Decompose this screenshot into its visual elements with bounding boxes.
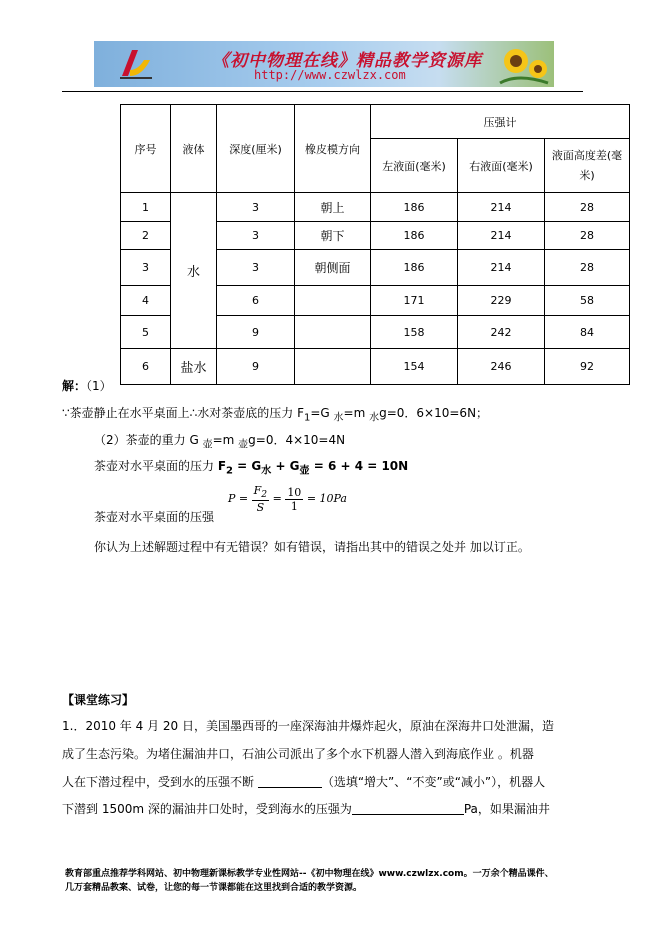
cell-direction: 朝下 bbox=[295, 222, 371, 250]
header-seq: 序号 bbox=[121, 105, 171, 193]
header-level-diff: 液面高度差(毫米) bbox=[545, 139, 630, 193]
practice-heading: 【课堂练习】 bbox=[62, 693, 135, 707]
practice-para-line-2: 成了生态污染。为堵住漏油井口，石油公司派出了多个水下机器人潜入到海底作业 。机器 bbox=[62, 747, 534, 761]
header-banner bbox=[94, 41, 554, 87]
practice-para-line-3: 人在下潜过程中，受到水的压强不断 （选填“增大”、“不变”或“减小”），机器人 bbox=[62, 775, 546, 789]
cell-seq: 2 bbox=[121, 222, 171, 250]
answer-blank-1[interactable] bbox=[258, 775, 322, 788]
cell-diff: 84 bbox=[545, 316, 630, 349]
header-left-level: 左液面(毫米) bbox=[371, 139, 458, 193]
cell-left: 158 bbox=[371, 316, 458, 349]
cell-left: 186 bbox=[371, 222, 458, 250]
cell-left: 186 bbox=[371, 250, 458, 286]
cell-liquid-water: 水 bbox=[171, 193, 217, 349]
cell-seq: 5 bbox=[121, 316, 171, 349]
cell-right: 242 bbox=[458, 316, 545, 349]
cell-seq: 3 bbox=[121, 250, 171, 286]
cell-right: 229 bbox=[458, 286, 545, 316]
cell-seq: 1 bbox=[121, 193, 171, 222]
cell-direction bbox=[295, 286, 371, 316]
cell-left: 186 bbox=[371, 193, 458, 222]
cell-right: 214 bbox=[458, 222, 545, 250]
cell-left: 171 bbox=[371, 286, 458, 316]
solution-question: 你认为上述解题过程中有无错误？如有错误，请指出其中的错误之处并 加以订正。 bbox=[94, 540, 530, 554]
cell-right: 214 bbox=[458, 250, 545, 286]
cell-diff: 92 bbox=[545, 349, 630, 385]
header-gauge: 压强计 bbox=[371, 105, 630, 139]
cell-direction bbox=[295, 349, 371, 385]
banner-title: 《初中物理在线》精品教学资源库 bbox=[212, 51, 482, 71]
cell-right: 246 bbox=[458, 349, 545, 385]
cell-left: 154 bbox=[371, 349, 458, 385]
cell-seq: 6 bbox=[121, 349, 171, 385]
solution-label: 解：（1） bbox=[62, 379, 112, 393]
site-logo-icon bbox=[116, 46, 156, 82]
solution-line-2: （2）茶壶的重力 G $_壶$=m $_壶$g=0．4×10=4N bbox=[94, 433, 346, 451]
table-row bbox=[121, 193, 630, 222]
pressure-formula: P = $\frac{F_2}{S}$ = $\frac{10}{1}$ = 10Pa bbox=[228, 484, 347, 515]
experiment-table bbox=[120, 104, 630, 385]
header-depth: 深度(厘米) bbox=[217, 105, 295, 193]
cell-seq: 4 bbox=[121, 286, 171, 316]
cell-right: 214 bbox=[458, 193, 545, 222]
header-right-level: 右液面(毫米) bbox=[458, 139, 545, 193]
cell-diff: 28 bbox=[545, 222, 630, 250]
fraction-values: $\frac{10}{1}$ bbox=[287, 485, 302, 513]
cell-depth: 3 bbox=[217, 222, 295, 250]
cell-depth: 6 bbox=[217, 286, 295, 316]
cell-direction: 朝上 bbox=[295, 193, 371, 222]
banner-url[interactable]: http://www.czwlzx.com bbox=[254, 68, 406, 82]
cell-diff: 58 bbox=[545, 286, 630, 316]
practice-para-line-1: 1.．2010 年 4 月 20 日，美国墨西哥的一座深海油井爆炸起火，原油在深海井口处泄漏，造 bbox=[62, 719, 554, 733]
practice-para-line-4: 下潜到 1500m 深的漏油井口处时，受到海水的压强为 Pa，如果漏油井 bbox=[62, 802, 550, 816]
header-liquid: 液体 bbox=[171, 105, 217, 193]
solution-line-4: 茶壶对水平桌面的压强 bbox=[94, 510, 215, 524]
sunflower-icon bbox=[498, 43, 550, 85]
cell-depth: 9 bbox=[217, 316, 295, 349]
solution-line-1: ∵茶壶静止在水平桌面上∴水对茶壶底的压力 $F_1=G$ $_水$=m $_水$g=0．6×10=6N； bbox=[62, 406, 489, 424]
cell-liquid-saltwater: 盐水 bbox=[171, 349, 217, 385]
solution-line-3: 茶壶对水平桌面的压力 $F_2 = G_水 + G_壶 = 6 + 4 = 10N$ bbox=[94, 459, 409, 477]
cell-direction bbox=[295, 316, 371, 349]
footer-line-2: 几万套精品教案、试卷，让您的每一节课都能在这里找到合适的教学资源。 bbox=[65, 883, 363, 893]
cell-diff: 28 bbox=[545, 250, 630, 286]
answer-blank-2[interactable] bbox=[352, 802, 464, 815]
cell-depth: 3 bbox=[217, 250, 295, 286]
header-membrane: 橡皮模方向 bbox=[295, 105, 371, 193]
header-rule bbox=[62, 91, 583, 92]
cell-direction: 朝侧面 bbox=[295, 250, 371, 286]
table-row bbox=[121, 349, 630, 385]
footer-line-1: 教育部重点推荐学科网站、初中物理新课标教学专业性网站--《初中物理在线》www.czwlzx.com。一万余个精品课件、 bbox=[65, 869, 554, 879]
cell-depth: 9 bbox=[217, 349, 295, 385]
cell-depth: 3 bbox=[217, 193, 295, 222]
fraction-force-area: $\frac{F_2}{S}$ bbox=[253, 484, 268, 515]
cell-diff: 28 bbox=[545, 193, 630, 222]
